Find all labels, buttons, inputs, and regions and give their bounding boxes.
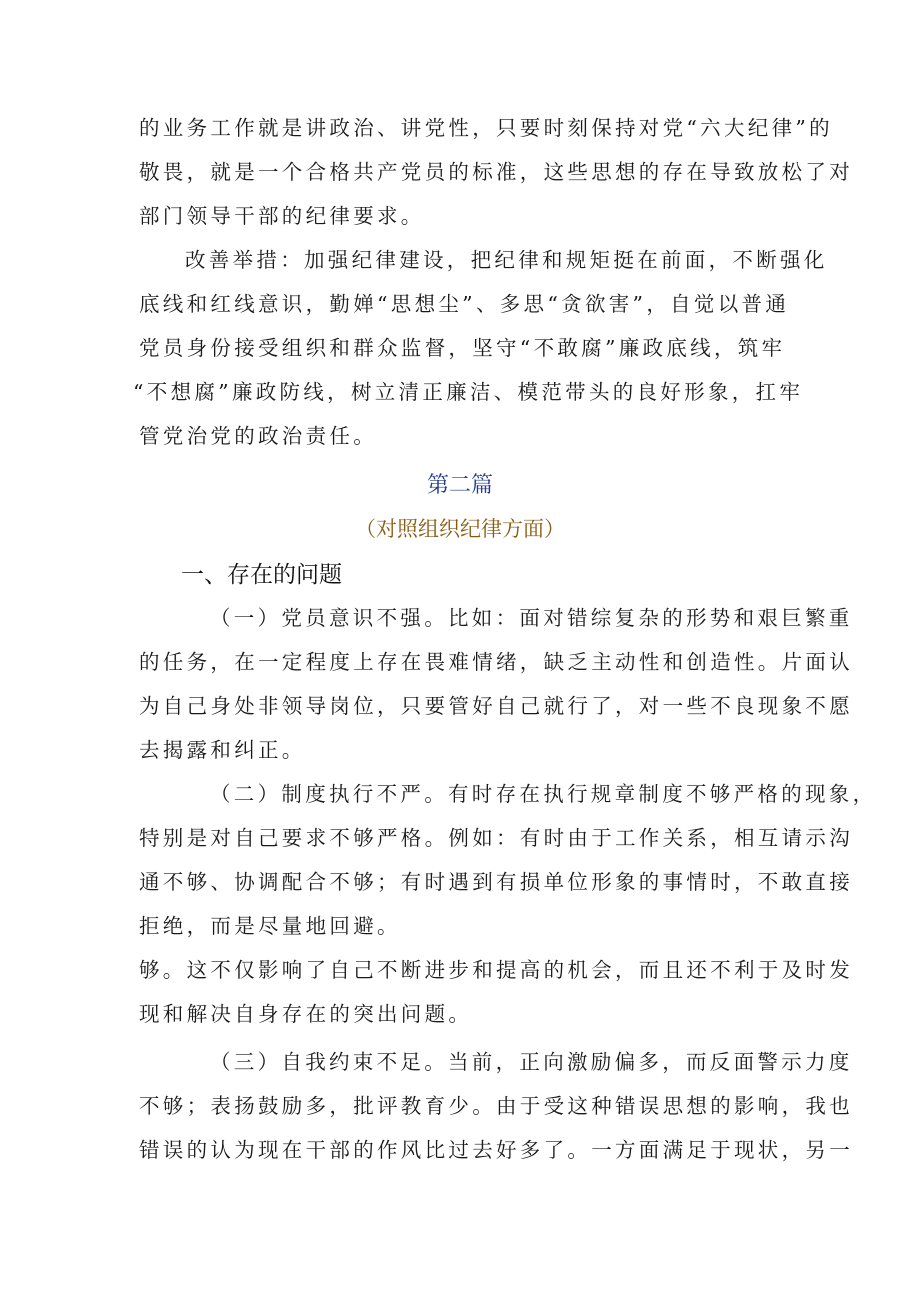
text-line: （三）自我约束不足。当前，正向激励偏多，而反面警示力度 <box>210 1050 853 1074</box>
text-line: （二）制度执行不严。有时存在执行规章制度不够严格的现象， <box>210 782 877 806</box>
text-line: 不够；表扬鼓励多，批评教育少。由于受这种错误思想的影响，我也 <box>139 1094 853 1118</box>
text-line: 现和解决自身存在的突出问题。 <box>139 1002 473 1026</box>
text-line: 管党治党的政治责任。 <box>139 424 377 448</box>
text-line: 的业务工作就是讲政治、讲党性，只要时刻保持对党“六大纪律”的 <box>139 116 833 140</box>
text-line: （一）党员意识不强。比如：面对错综复杂的形势和艰巨繁重 <box>210 606 853 630</box>
text-line: 党员身份接受组织和群众监督，坚守“不敢腐”廉政底线，筑牢 <box>139 336 786 360</box>
text-line: 拒绝，而是尽量地回避。 <box>139 914 401 938</box>
text-line: “不想腐”廉政防线，树立清正廉洁、模范带头的良好形象，扛牢 <box>133 380 804 404</box>
text-line: 的任务，在一定程度上存在畏难情绪，缺乏主动性和创造性。片面认 <box>139 650 853 674</box>
text-line: 错误的认为现在干部的作风比过去好多了。一方面满足于现状，另一 <box>139 1138 853 1162</box>
text-line: 够。这不仅影响了自己不断进步和提高的机会，而且还不利于及时发 <box>139 958 853 982</box>
document-subtitle: （对照组织纪律方面） <box>355 517 565 541</box>
text-line: 特别是对自己要求不够严格。例如：有时由于工作关系，相互请示沟 <box>139 826 853 850</box>
text-line: 敬畏，就是一个合格共产党员的标准，这些思想的存在导致放松了对 <box>139 160 853 184</box>
text-line: 改善举措：加强纪律建设，把纪律和规矩挺在前面，不断强化 <box>185 248 828 272</box>
section-heading: 一、存在的问题 <box>181 562 342 588</box>
text-line: 通不够、协调配合不够；有时遇到有损单位形象的事情时，不敢直接 <box>139 870 853 894</box>
text-line: 为自己身处非领导岗位，只要管好自己就行了，对一些不良现象不愿 <box>139 694 853 718</box>
text-line: 去揭露和纠正。 <box>139 738 306 762</box>
document-title: 第二篇 <box>426 473 493 498</box>
text-line: 部门领导干部的纪律要求。 <box>139 204 425 228</box>
text-line: 底线和红线意识，勤婵“思想尘”、多思“贪欲害”，自觉以普通 <box>139 292 790 316</box>
